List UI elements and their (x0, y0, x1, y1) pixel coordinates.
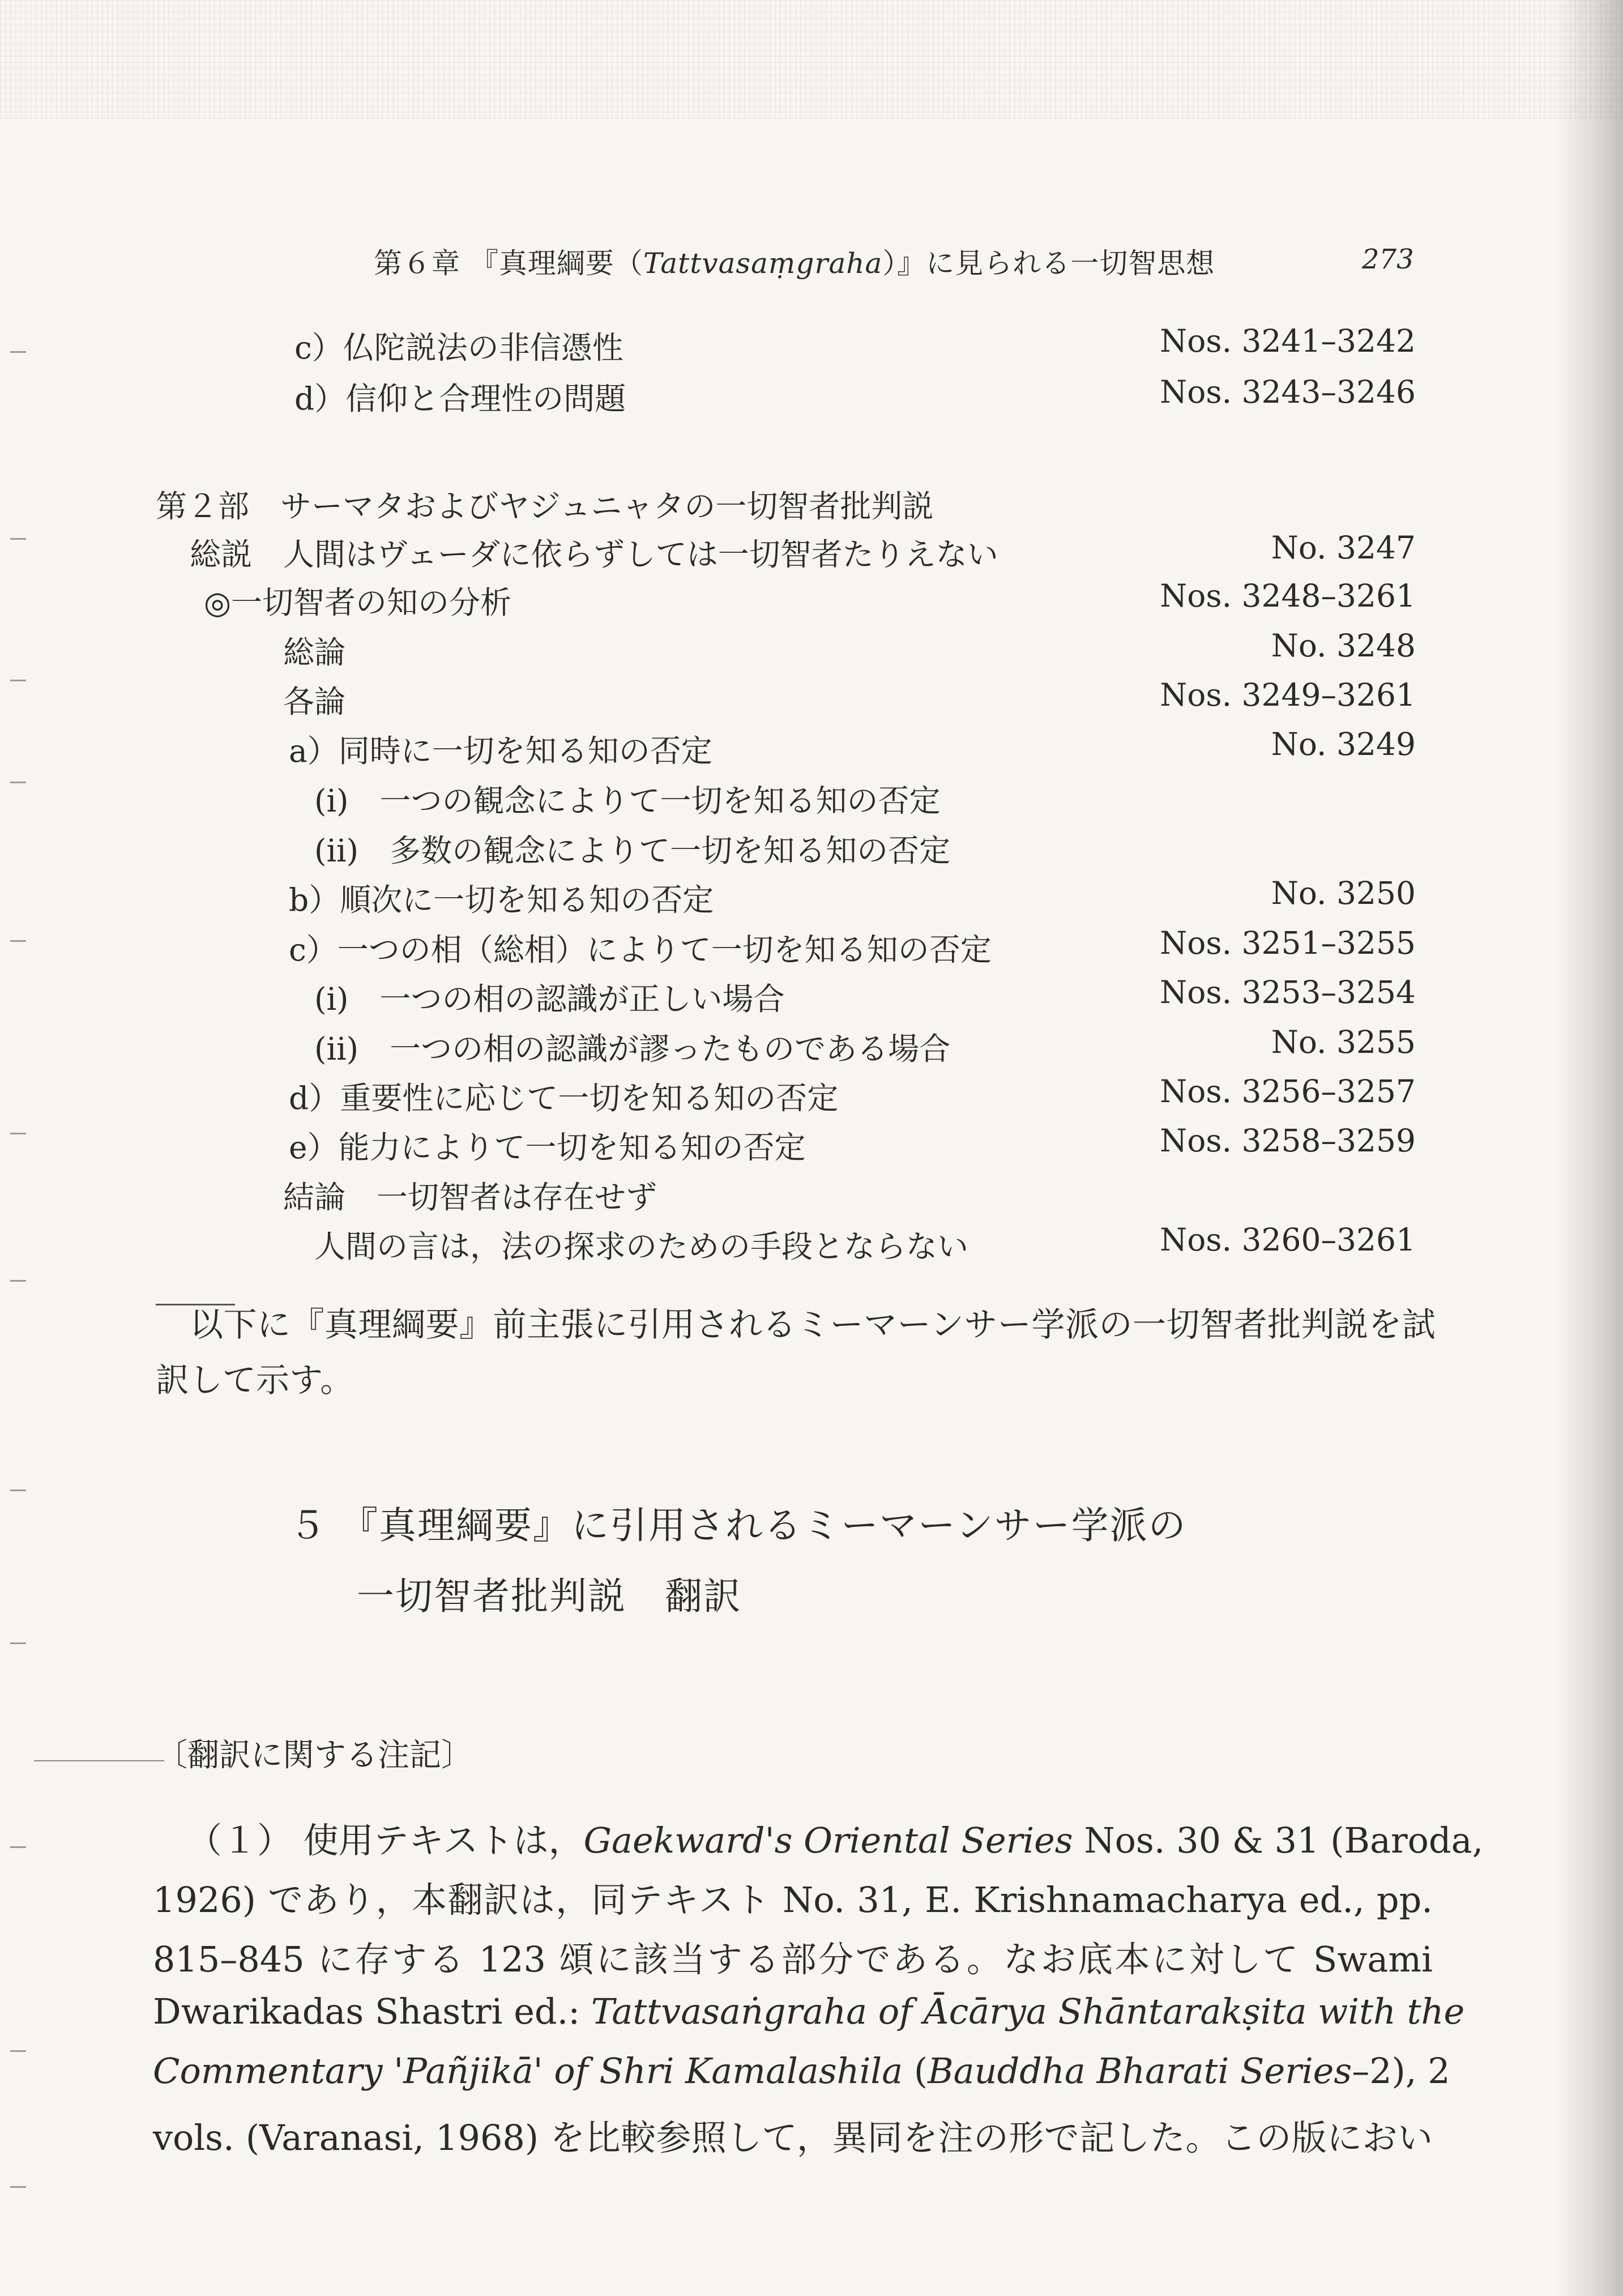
toc-row (283, 1172, 1416, 1215)
toc-label: a）同時に一切を知る知の否定 (289, 733, 712, 769)
margin-marks (10, 170, 33, 2209)
toc-ref: Nos. 3260–3261 (1160, 1222, 1416, 1258)
section-heading-line2: 一切智者批判説 翻訳 (357, 1574, 742, 1618)
toc-row (289, 1123, 1416, 1166)
toc-ref: No. 3249 (1271, 726, 1416, 762)
toc-label: 各論 (283, 684, 346, 720)
toc-row (289, 726, 1416, 769)
toc-label: d）重要性に応じて一切を知る知の否定 (289, 1080, 839, 1116)
page-number: 273 (1362, 244, 1414, 275)
toc-row (289, 875, 1416, 918)
toc-row (314, 826, 1416, 869)
notes-leader-line (34, 1760, 164, 1761)
toc-ref: No. 3247 (1271, 530, 1416, 566)
note1-line5: Commentary 'Pañjikā' of Shri Kamalashila (Bauddha Bharati Series–2), 2 (153, 2050, 1450, 2092)
toc-row (190, 530, 1416, 573)
toc-row (204, 578, 1416, 621)
toc-row (294, 374, 1416, 417)
running-head (374, 241, 1421, 281)
intro-paragraph: 以下に『真理綱要』前主張に引用されるミーマーンサー学派の一切智者批判説を試訳して示す。 (156, 1305, 1436, 1399)
toc-ref: Nos. 3243–3246 (1160, 374, 1416, 410)
scan-noise (0, 0, 1623, 119)
toc-ref: Nos. 3253–3254 (1160, 974, 1416, 1010)
toc-label: d）信仰と合理性の問題 (294, 381, 626, 417)
toc-ref: Nos. 3248–3261 (1160, 578, 1416, 614)
toc-label: c）仏陀説法の非信憑性 (294, 330, 623, 366)
toc-row (314, 776, 1416, 819)
toc-label: 人間の言は，法の探求のための手段とならない (314, 1228, 969, 1265)
toc-ref: No. 3250 (1271, 875, 1416, 911)
toc-label: ◎一切智者の知の分析 (204, 584, 511, 621)
toc-row (283, 628, 1416, 671)
toc-ref: Nos. 3241–3242 (1160, 323, 1416, 359)
notes-heading: 〔翻訳に関する注記〕 (156, 1737, 473, 1774)
toc-row (156, 481, 1416, 524)
note1-line1: （１） 使用テキストは，Gaekward's Oriental Series Nos. 30 & 31 (Baroda, (187, 1820, 1484, 1861)
toc-row (314, 974, 1416, 1017)
toc-row (283, 677, 1416, 720)
toc-row (289, 925, 1416, 968)
running-head-rest: ）』に見られる一切智思想 (882, 247, 1215, 280)
toc-label: b）順次に一切を知る知の否定 (289, 882, 714, 918)
note1-line3: 815–845 に存する 123 頌に該当する部分である。なお底本に対して Swami (153, 1939, 1433, 1980)
running-head-chapter: 第６章 『真理綱要（ (374, 247, 643, 280)
toc-row (314, 1024, 1416, 1067)
toc-ref: Nos. 3258–3259 (1160, 1123, 1416, 1159)
toc-ref: Nos. 3249–3261 (1160, 677, 1416, 713)
note1-line4: Dwarikadas Shastri ed.: Tattvasaṅgraha of Ācārya Shāntarakṣita with the (153, 1991, 1465, 2032)
toc-label: e）能力によりて一切を知る知の否定 (289, 1129, 806, 1166)
toc-row (294, 323, 1416, 366)
toc-row (289, 1073, 1416, 1116)
toc-label: (i) 一つの相の認識が正しい場合 (314, 981, 785, 1017)
page-edge-shadow (1555, 0, 1623, 2296)
toc-label: c）一つの相（総相）によりて一切を知る知の否定 (289, 932, 992, 968)
toc-label: 総説 人間はヴェーダに依らずしては一切智者たりえない (190, 536, 998, 573)
toc-label: 第２部 サーマタおよびヤジュニャタの一切智者批判説 (156, 488, 934, 524)
toc-ref: No. 3255 (1271, 1024, 1416, 1060)
toc-label: (ii) 多数の観念によりて一切を知る知の否定 (314, 833, 951, 869)
toc-label: 総論 (283, 634, 346, 671)
running-head-title: Tattvasaṃgraha (643, 247, 883, 280)
toc-ref: Nos. 3251–3255 (1160, 925, 1416, 961)
toc-label: (ii) 一つの相の認識が謬ったものである場合 (314, 1031, 951, 1067)
section-heading-line1: ５ 『真理綱要』に引用されるミーマーンサー学派の (289, 1504, 1187, 1547)
toc-label: (i) 一つの観念によりて一切を知る知の否定 (314, 783, 941, 819)
toc-row (314, 1222, 1416, 1265)
toc-ref: Nos. 3256–3257 (1160, 1073, 1416, 1109)
toc-ref: No. 3248 (1271, 628, 1416, 664)
toc-label: 結論 一切智者は存在せず (283, 1179, 657, 1215)
note1-line2: 1926) であり，本翻訳は，同テキスト No. 31, E. Krishnamacharya ed., pp. (153, 1879, 1433, 1921)
note1-line6: vols. (Varanasi, 1968) を比較参照して，異同を注の形で記した。この版におい (153, 2117, 1433, 2158)
